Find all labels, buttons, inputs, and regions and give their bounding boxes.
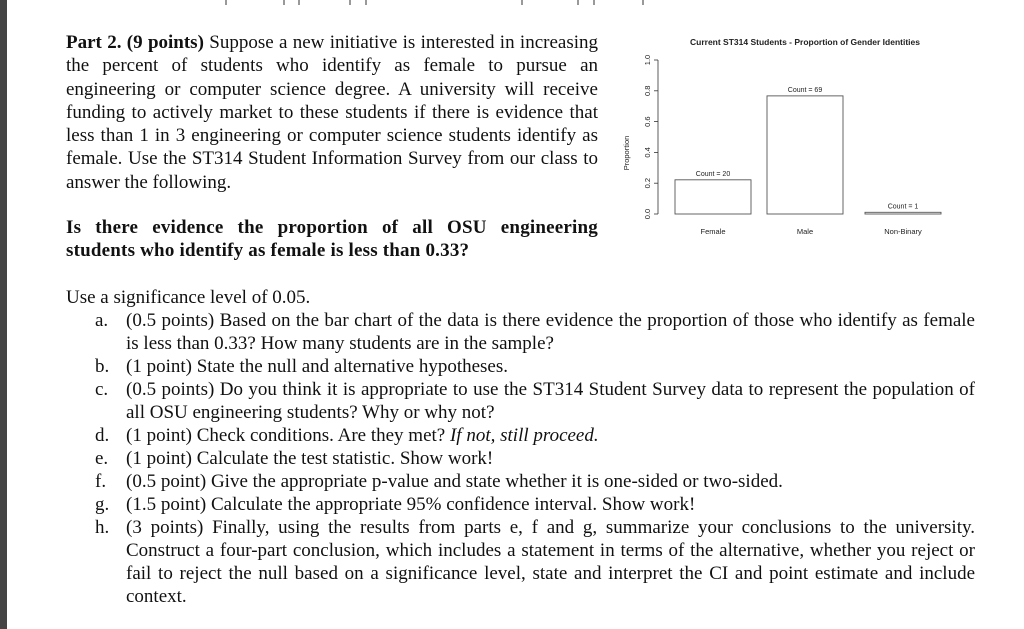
left-edge-bar — [0, 0, 7, 629]
research-question: Is there evidence the proportion of all OSU engineering students who identify as female is less than 0.33? — [66, 217, 598, 261]
part-item — [95, 355, 975, 378]
part-label-b: b. — [95, 356, 110, 377]
part-label-e: e. — [95, 448, 109, 469]
part-text-c: (0.5 points) Do you think it is appropriate to use the ST314 Student Survey data to represent the population of all OSU engineering students? Why or why not? — [126, 379, 975, 423]
part-item — [95, 493, 975, 516]
bar-non-binary — [865, 212, 941, 214]
part-label-d: d. — [95, 425, 110, 446]
y-tick-label: 0.6 — [643, 116, 652, 127]
part-text-e: (1 point) Calculate the test statistic. Show work! — [126, 448, 494, 469]
part-item — [95, 309, 975, 355]
bar-female — [675, 180, 751, 214]
part-item — [95, 516, 975, 608]
bar-male — [767, 96, 843, 214]
part-label: Part 2. (9 points) — [66, 32, 204, 53]
part-label-a: a. — [95, 310, 109, 331]
top-tick-marks — [0, 0, 1024, 10]
part-text-h: (3 points) Finally, using the results from parts e, f and g, summarize your conclusions to the university. Construct a four-part conclusion, which includes a statement in terms of the alternative, whether you reject or fail to reject the null based on a significance level, state and interpret the CI and point estimate and include context. — [126, 517, 975, 607]
part-label-f: f. — [95, 471, 107, 492]
part-text-d: (1 point) Check conditions. Are they met? — [126, 425, 446, 446]
part-item — [95, 470, 975, 493]
y-axis-label: Proportion — [622, 135, 631, 171]
part-item — [95, 447, 975, 470]
part-item — [95, 424, 975, 447]
chart-title: Current ST314 Students - Proportion of Gender Identities — [690, 37, 920, 47]
part-text-g: (1.5 point) Calculate the appropriate 95% confidence interval. Show work! — [126, 494, 696, 515]
data-label-male: Count = 69 — [787, 86, 823, 94]
category-label-male: Male — [796, 227, 814, 236]
part-text-b: (1 point) State the null and alternative hypotheses. — [126, 356, 509, 377]
gender-proportion-bar-chart — [612, 30, 962, 250]
part-text-d-emphasis: If not, still proceed. — [449, 425, 599, 446]
data-label-female: Count = 20 — [695, 170, 731, 178]
part-text-a: (0.5 points) Based on the bar chart of the data is there evidence the proportion of those who identify as female is less than 0.33? How many students are in the sample? — [126, 310, 975, 354]
part-text-f: (0.5 point) Give the appropriate p-value and state whether it is one-sided or two-sided. — [126, 471, 783, 492]
part-label-c: c. — [95, 379, 109, 400]
y-tick-label: 0.0 — [643, 208, 652, 220]
category-label-non-binary: Non-Binary — [884, 227, 922, 236]
y-tick-label: 0.4 — [643, 147, 652, 158]
category-label-female: Female — [700, 227, 726, 236]
problem-intro — [66, 31, 598, 194]
data-label-non-binary: Count = 1 — [887, 203, 919, 211]
part-item — [95, 378, 975, 424]
part-label-h: h. — [95, 517, 110, 538]
y-tick-label: 1.0 — [643, 54, 652, 66]
y-tick-label: 0.8 — [643, 85, 652, 97]
question-parts-list — [95, 309, 975, 608]
intro-body: Suppose a new initiative is interested in increasing the percent of students who identify as female to pursue an engineering or computer science degree. A university will receive funding to actively market to these students if there is evidence that less than 1 in 3 engineering or computer science students identify as female. Use the ST314 Student Information Survey from our class to answer the following. — [66, 32, 598, 193]
significance-level: Use a significance level of 0.05. — [66, 287, 311, 308]
y-tick-label: 0.2 — [643, 177, 652, 189]
part-label-g: g. — [95, 494, 110, 515]
